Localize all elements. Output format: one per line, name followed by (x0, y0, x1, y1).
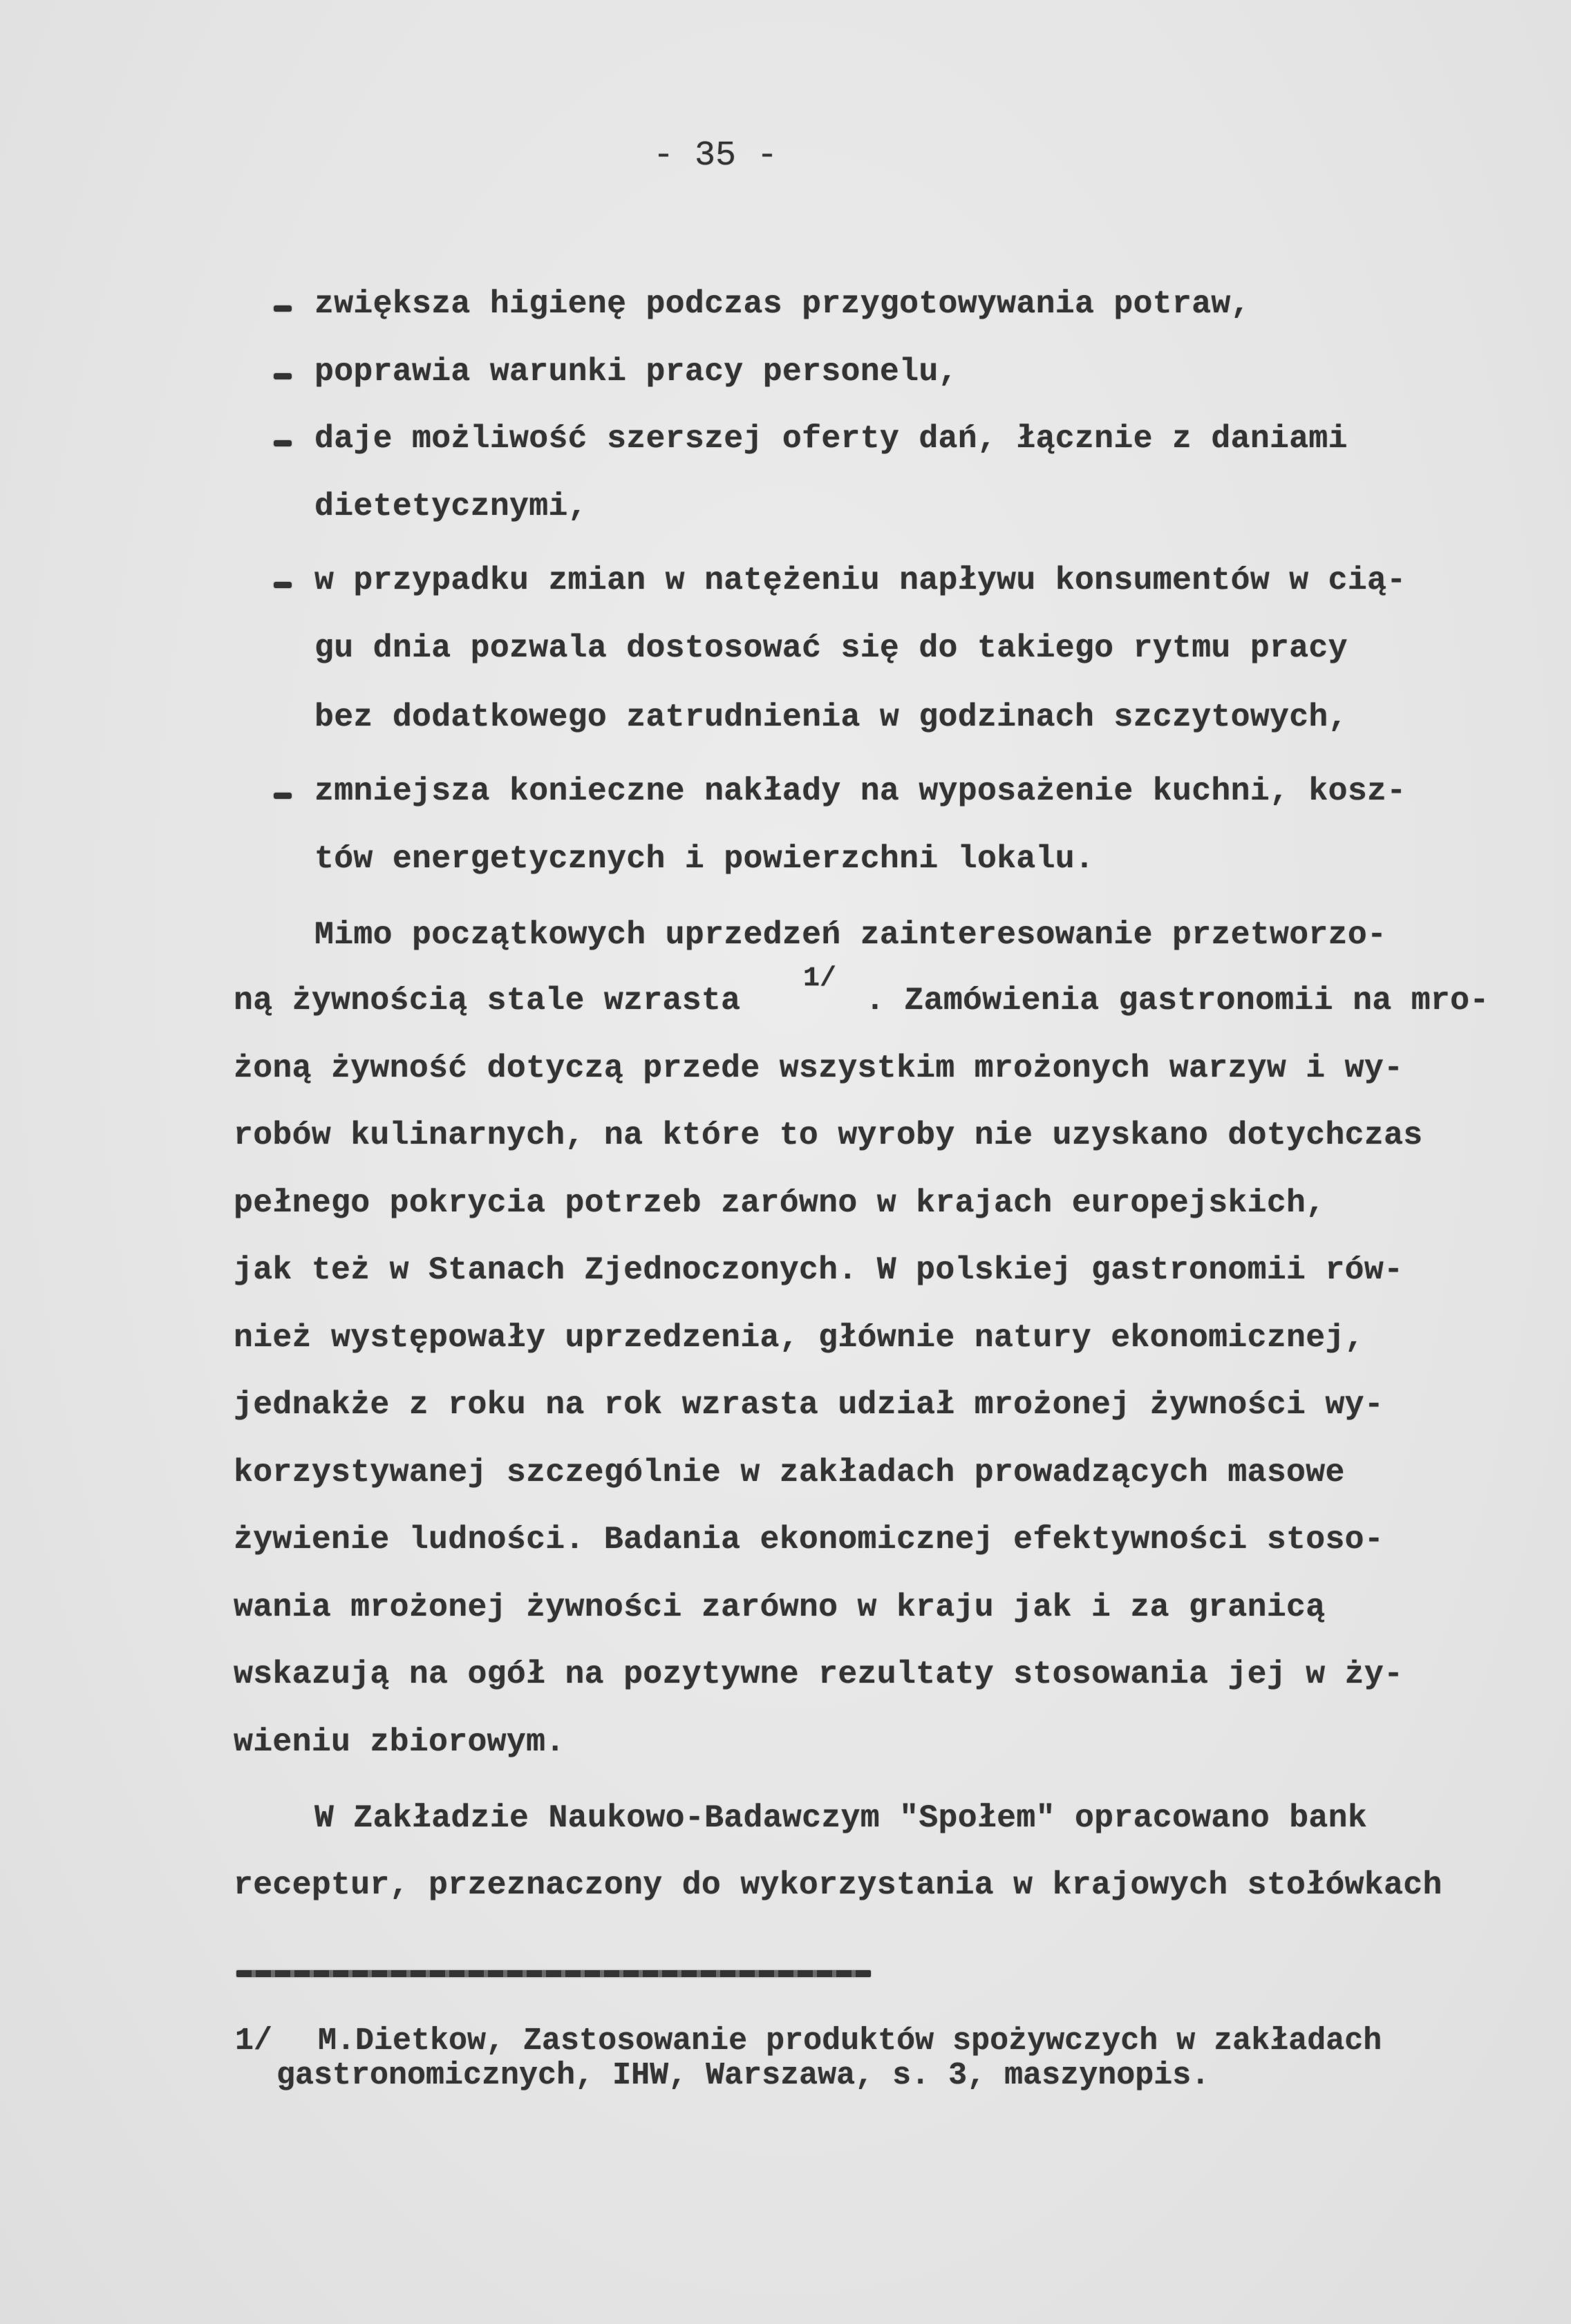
bullet-dash (274, 305, 292, 312)
footnote-marker: 1/ (235, 2023, 273, 2059)
page-number: - 35 - (653, 136, 778, 176)
paragraph-line: żoną żywność dotyczą przede wszystkim mrożonych warzyw i wy- (234, 1050, 1404, 1086)
paragraph-line: ną żywnością stale wzrasta (234, 982, 741, 1019)
footnote-line: M.Dietkow, Zastosowanie produktów spożywczych w zakładach (318, 2023, 1382, 2059)
bullet-line: dietetycznymi, (314, 488, 587, 525)
paragraph-line: . Zamówienia gastronomii na mro- (865, 982, 1489, 1019)
bullet-line: bez dodatkowego zatrudnienia w godzinach szczytowych, (314, 699, 1348, 735)
paragraph-line: Mimo początkowych uprzedzeń zainteresowanie przetworzo- (314, 916, 1387, 953)
paragraph-line: wieniu zbiorowym. (234, 1723, 565, 1760)
paragraph-line: wania mrożonej żywności zarówno w kraju jak i za granicą (234, 1589, 1326, 1625)
bullet-line: w przypadku zmian w natężeniu napływu konsumentów w cią- (314, 562, 1407, 598)
footnote-reference: 1/ (803, 963, 837, 994)
footnote-line: gastronomicznych, IHW, Warszawa, s. 3, maszynopis. (276, 2058, 1210, 2093)
paragraph-line: żywienie ludności. Badania ekonomicznej efektywności stoso- (234, 1521, 1384, 1558)
bullet-line: poprawia warunki pracy personelu, (314, 353, 958, 390)
paragraph-line: korzystywanej szczególnie w zakładach prowadzących masowe (234, 1454, 1345, 1491)
bullet-line: gu dnia pozwala dostosować się do takiego rytmu pracy (314, 630, 1348, 666)
bullet-dash (274, 793, 292, 799)
paragraph-line: robów kulinarnych, na które to wyroby nie uzyskano dotychczas (234, 1117, 1423, 1153)
paragraph-line: receptur, przeznaczony do wykorzystania w krajowych stołówkach (234, 1867, 1442, 1903)
paragraph-line: wskazują na ogół na pozytywne rezultaty stosowania jej w ży- (234, 1656, 1404, 1692)
paragraph-line: jak też w Stanach Zjednoczonych. W polskiej gastronomii rów- (234, 1251, 1404, 1288)
bullet-line: zwiększa higienę podczas przygotowywania potraw, (314, 285, 1250, 322)
paragraph-line: jednakże z roku na rok wzrasta udział mrożonej żywności wy- (234, 1386, 1384, 1423)
bullet-line: daje możliwość szerszej oferty dań, łącznie z daniami (314, 420, 1348, 457)
bullet-dash (274, 582, 292, 588)
paragraph-line: pełnego pokrycia potrzeb zarówno w krajach europejskich, (234, 1184, 1326, 1221)
bullet-dash (274, 373, 292, 379)
paragraph-line: nież występowały uprzedzenia, głównie natury ekonomicznej, (234, 1319, 1364, 1356)
bullet-line: zmniejsza konieczne nakłady na wyposażenie kuchni, kosz- (314, 773, 1407, 809)
bullet-line: tów energetycznych i powierzchni lokalu. (314, 840, 1095, 877)
bullet-dash (274, 440, 292, 446)
paragraph-line: W Zakładzie Naukowo-Badawczym "Społem" opracowano bank (314, 1799, 1368, 1836)
footnote-separator (236, 1970, 871, 1977)
